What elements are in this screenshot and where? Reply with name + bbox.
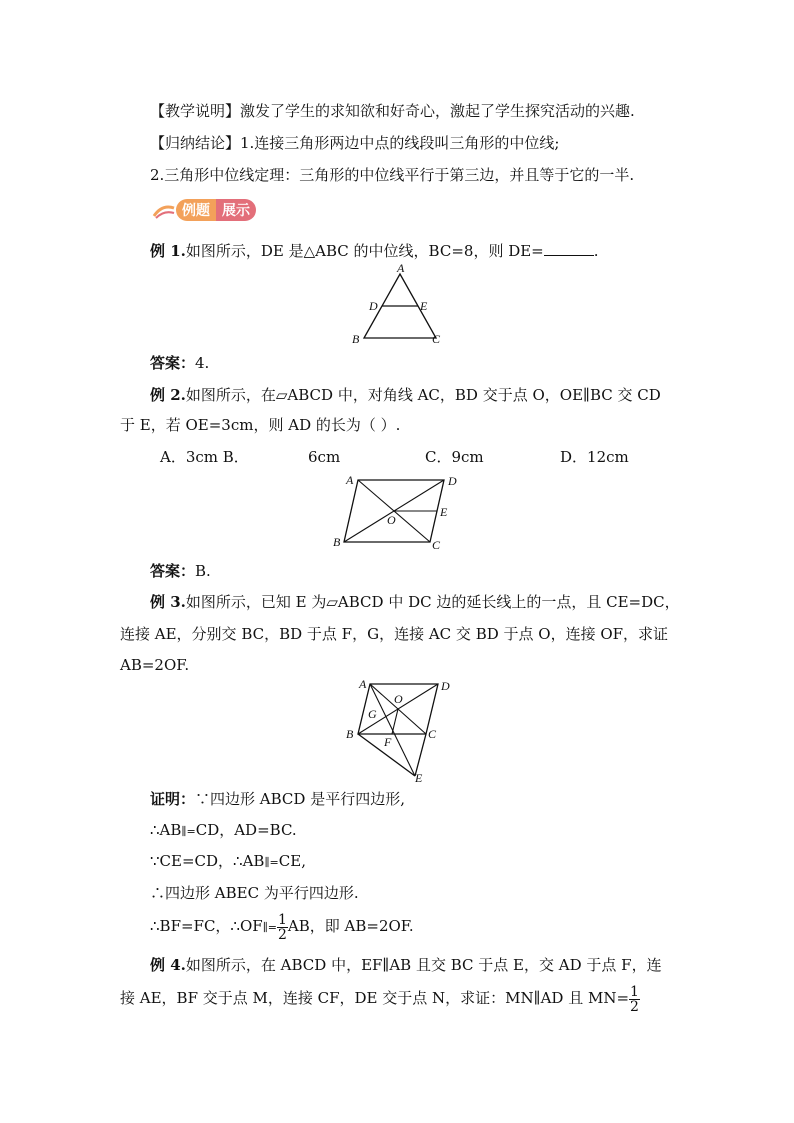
answer-value: B. bbox=[195, 562, 211, 580]
fig3-label-g: G bbox=[368, 707, 377, 721]
extension-ce bbox=[415, 734, 426, 776]
example-4-label: 例 4. bbox=[150, 956, 186, 974]
fig1-label-c: C bbox=[432, 332, 441, 346]
example-1-tail: . bbox=[593, 242, 599, 260]
example-1-question bbox=[150, 241, 599, 261]
proof-label: 证明： bbox=[150, 790, 196, 808]
parallel-equal-symbol: ∥= bbox=[181, 825, 196, 838]
answer-label: 答案： bbox=[150, 354, 196, 372]
banner-part-2: 展示 bbox=[216, 199, 256, 221]
proof-line-4: ∴四边形 ABEC 为平行四边形. bbox=[150, 884, 359, 902]
fig2-label-c: C bbox=[432, 538, 441, 552]
fig1-label-d: D bbox=[369, 299, 378, 313]
example-1-answer bbox=[150, 353, 209, 373]
fig3-label-d: D bbox=[441, 679, 450, 693]
proof-5b: AB，即 AB=2OF. bbox=[287, 917, 414, 935]
option-d: D．12cm bbox=[560, 448, 629, 466]
fraction-numerator: 1 bbox=[278, 911, 287, 928]
proof-line-5 bbox=[150, 911, 414, 943]
fig2-label-o: O bbox=[387, 513, 396, 527]
fraction-half bbox=[277, 913, 288, 942]
example-3-question-line-3: AB=2OF. bbox=[120, 656, 190, 674]
fig1-label-a: A bbox=[397, 262, 405, 275]
example-3-label: 例 3. bbox=[150, 593, 186, 611]
proof-line-3 bbox=[150, 851, 306, 873]
example-banner bbox=[152, 197, 256, 223]
teaching-note: 【教学说明】激发了学生的求知欲和好奇心，激起了学生探究活动的兴趣. bbox=[150, 102, 635, 120]
proof-3b: CE, bbox=[278, 852, 306, 870]
summary-2: 2.三角形中位线定理：三角形的中位线平行于第三边，并且等于它的一半. bbox=[150, 166, 635, 184]
example-4-text-1: 如图所示，在 ABCD 中，EF∥AB 且交 BC 于点 E，交 AD 于点 F，连 bbox=[185, 956, 662, 974]
fig3-label-b: B bbox=[346, 727, 354, 741]
fig2-label-b: B bbox=[333, 535, 341, 549]
example-2-question-line-2: 于 E，若 OE=3cm，则 AD 的长为（ ）. bbox=[120, 416, 401, 434]
fig1-label-e: E bbox=[420, 299, 428, 313]
swoosh-icon bbox=[152, 200, 176, 220]
fig3-label-c: C bbox=[428, 727, 437, 741]
example-2-answer bbox=[150, 561, 211, 581]
figure-triangle-abc bbox=[350, 262, 450, 346]
proof-3a: ∵CE=CD，∴AB bbox=[150, 852, 265, 870]
answer-value: 4. bbox=[195, 354, 210, 372]
answer-label: 答案： bbox=[150, 562, 196, 580]
parallel-equal-symbol: ∥= bbox=[262, 921, 277, 934]
proof-2b: CD，AD=BC. bbox=[195, 821, 297, 839]
example-4-question-line-2 bbox=[120, 983, 640, 1014]
fraction-denominator: 2 bbox=[278, 926, 287, 943]
fig2-label-d: D bbox=[448, 474, 457, 488]
example-2-question-line-1 bbox=[150, 385, 661, 405]
fig3-label-o: O bbox=[394, 692, 403, 706]
fraction-half bbox=[629, 985, 640, 1014]
fraction-denominator: 2 bbox=[630, 998, 639, 1015]
proof-line-2 bbox=[150, 820, 297, 842]
parallel-equal-symbol: ∥= bbox=[264, 856, 279, 869]
example-4-question-line-1 bbox=[150, 955, 662, 975]
example-3-text-1: 如图所示，已知 E 为▱ABCD 中 DC 边的延长线上的一点，且 CE=DC， bbox=[185, 593, 680, 611]
proof-line-1 bbox=[150, 789, 405, 809]
summary-1: 【归纳结论】1.连接三角形两边中点的线段叫三角形的中位线; bbox=[150, 134, 560, 152]
example-4-text-2: 接 AE，BF 交于点 M，连接 CF，DE 交于点 N，求证：MN∥AD 且 MN= bbox=[120, 989, 630, 1007]
option-c: C．9cm bbox=[425, 448, 484, 466]
example-2-text-1: 如图所示，在▱ABCD 中，对角线 AC，BD 交于点 O，OE∥BC 交 CD bbox=[185, 386, 661, 404]
example-1-label: 例 1. bbox=[150, 242, 186, 260]
example-3-question-line-2: 连接 AE，分别交 BC，BD 于点 F，G，连接 AC 交 BD 于点 O，连接 OF，求证 bbox=[120, 625, 669, 643]
fig2-label-e: E bbox=[440, 505, 448, 519]
proof-5a: ∴BF=FC，∴OF bbox=[150, 917, 263, 935]
option-b: 6cm bbox=[308, 448, 341, 466]
answer-blank bbox=[544, 241, 594, 256]
fig2-label-a: A bbox=[346, 473, 354, 487]
banner-part-1: 例题 bbox=[176, 199, 216, 221]
fig1-label-b: B bbox=[352, 332, 360, 346]
fig3-label-a: A bbox=[359, 677, 367, 691]
example-2-label: 例 2. bbox=[150, 386, 186, 404]
option-a: A．3cm B． bbox=[160, 448, 249, 466]
proof-text-1: ∵四边形 ABCD 是平行四边形, bbox=[195, 790, 405, 808]
fig3-label-f: F bbox=[384, 735, 392, 749]
example-3-question-line-1 bbox=[150, 592, 680, 612]
figure-parallelogram-2 bbox=[330, 470, 464, 552]
figure-parallelogram-3 bbox=[340, 676, 456, 784]
fraction-numerator: 1 bbox=[630, 983, 639, 1000]
proof-2a: ∴AB bbox=[150, 821, 182, 839]
example-1-text: 如图所示，DE 是△ABC 的中位线，BC=8，则 DE= bbox=[185, 242, 544, 260]
fig3-label-e: E bbox=[415, 771, 423, 784]
